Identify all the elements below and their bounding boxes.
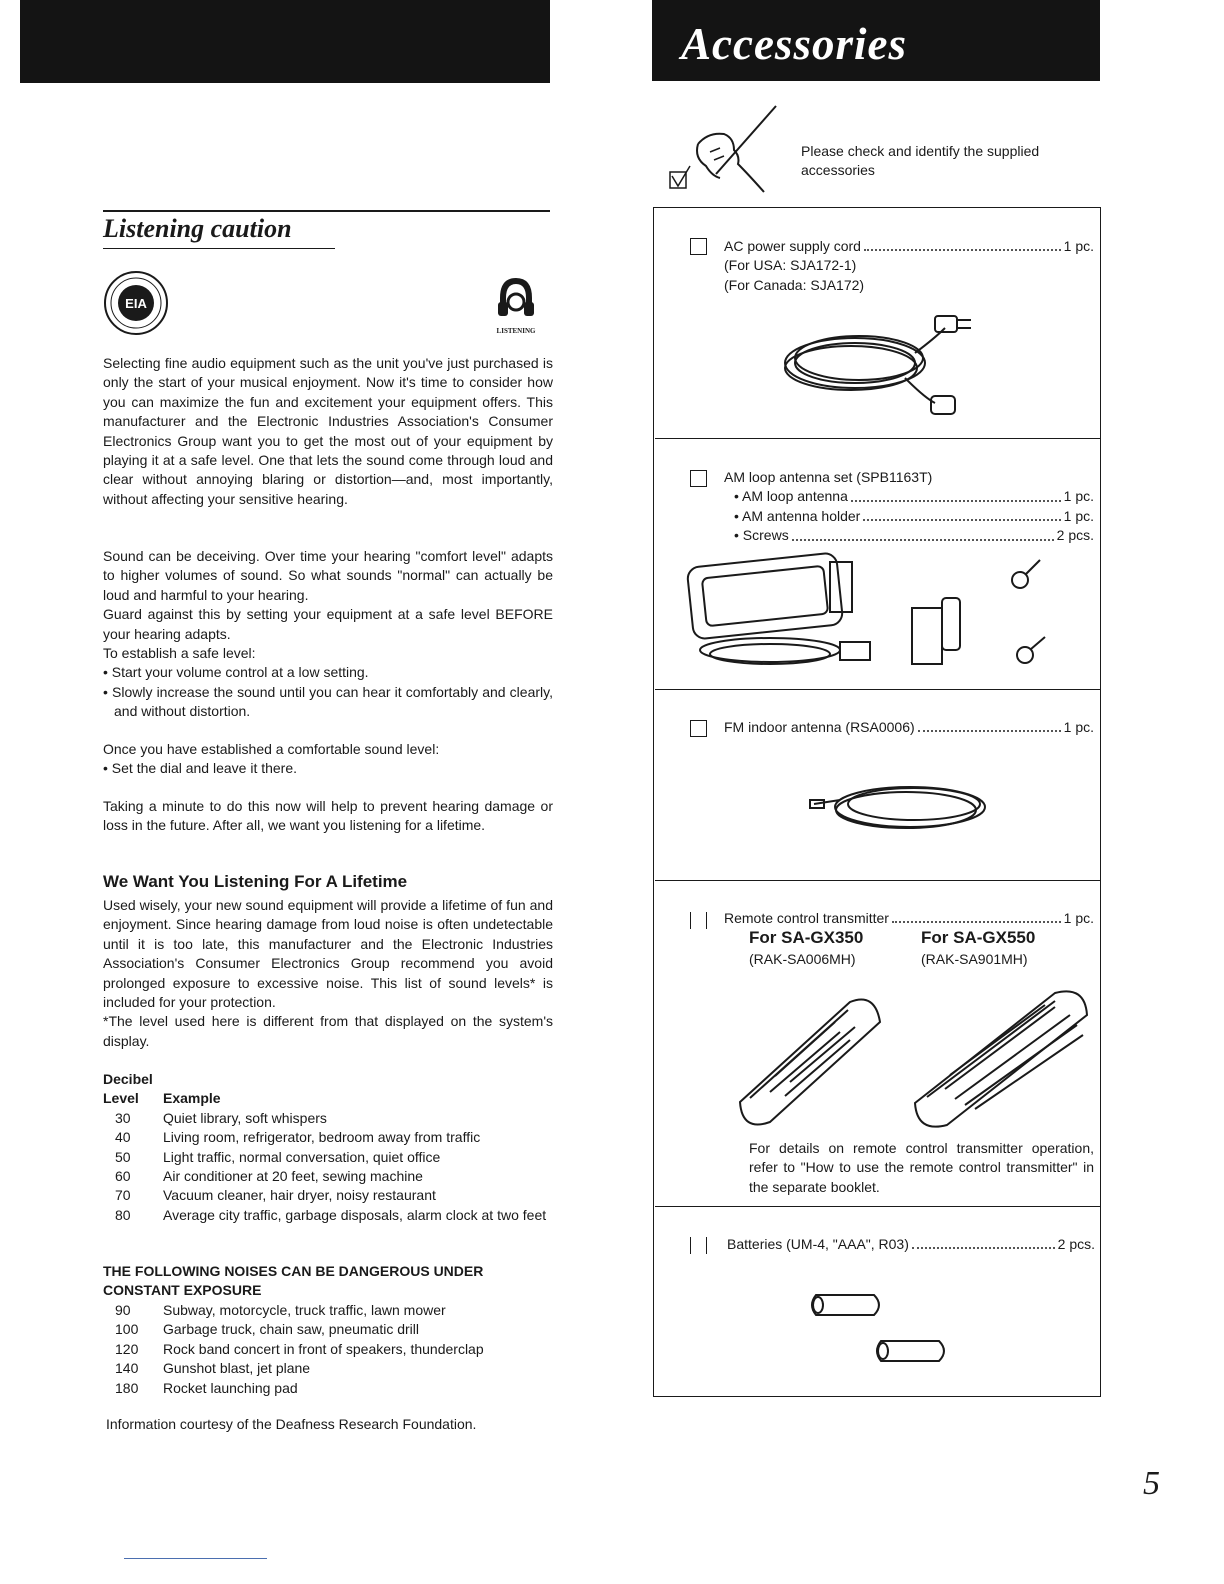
page-number: 5 — [1143, 1465, 1160, 1502]
bullet-increase: • Slowly increase the sound until you can hear it comfortably and clearly, and without distortion. — [103, 683, 553, 720]
decibel-header: Decibel — [103, 1071, 153, 1087]
table-row — [103, 1148, 553, 1167]
level-cell: 100 — [115, 1321, 139, 1338]
ac-cord-label: AC power supply cord — [724, 238, 861, 254]
table-row — [103, 1167, 553, 1186]
lifetime-listening-logo-icon — [494, 276, 538, 338]
remote-label: Remote control transmitter — [724, 910, 889, 926]
am-antenna-illustration-icon — [680, 550, 1080, 680]
ac-cord-qty: 1 pc. — [1063, 238, 1094, 254]
level-cell: 120 — [115, 1340, 139, 1357]
model-b-code: (RAK-SA901MH) — [921, 951, 1028, 967]
remote-a-illustration-icon — [730, 992, 890, 1132]
level-cell: 60 — [115, 1168, 131, 1185]
example-header: Example — [163, 1090, 221, 1107]
fm-antenna-illustration-icon — [810, 772, 990, 842]
table-header-row — [103, 1089, 553, 1108]
used-wisely-paragraph: Used wisely, your new sound equipment will provide a lifetime of fun and enjoyment. Since hearing damage from loud noise is often undetectable until it is too late, this manufacturer and the Electronic Industries Association's Consumer Electronics Group recommend you avoid prolonged exposure to excessive noise. This list of sound levels* is included for your protection. — [103, 897, 553, 1011]
level-header: Level — [103, 1090, 139, 1107]
established-block — [103, 740, 553, 779]
am-holder-label: • AM antenna holder — [734, 507, 861, 524]
level-footnote: *The level used here is different from that displayed on the system's display. — [103, 1013, 553, 1049]
used-wisely-block — [103, 896, 553, 1051]
title-rule — [103, 210, 550, 212]
ac-cord-item — [724, 237, 1094, 295]
batteries-item — [727, 1235, 1095, 1254]
example-cell: Subway, motorcycle, truck traffic, lawn mower — [163, 1302, 446, 1318]
ac-cord-checkbox[interactable] — [690, 238, 707, 255]
example-cell: Rock band concert in front of speakers, thunderclap — [163, 1340, 484, 1357]
am-holder-qty: 1 pc. — [1063, 507, 1094, 524]
table-row — [103, 1359, 553, 1378]
lifetime-logo-text: LISTENING — [496, 327, 536, 335]
listening-caution-title: Listening caution — [103, 214, 292, 243]
example-cell: Air conditioner at 20 feet, sewing machine — [163, 1168, 423, 1185]
level-cell: 180 — [115, 1379, 139, 1396]
model-b-label: For SA-GX550 — [921, 928, 1036, 947]
taking-minute-paragraph: Taking a minute to do this now will help to prevent hearing damage or loss in the future. After all, we want you listening for a lifetime. — [103, 798, 553, 834]
am-loop-item — [724, 468, 1094, 546]
fm-antenna-item — [724, 718, 1094, 737]
comfort-level-block — [103, 547, 553, 722]
am-loop-part-qty: 1 pc. — [1063, 488, 1094, 505]
table-row — [103, 1301, 553, 1320]
fm-antenna-checkbox[interactable] — [690, 720, 707, 737]
bullet-start-low: • Start your volume control at a low setting. — [103, 664, 369, 681]
am-loop-label: AM loop antenna set (SPB1163T) — [724, 469, 933, 485]
example-cell: Rocket launching pad — [163, 1379, 298, 1396]
danger-table — [103, 1301, 553, 1398]
fm-antenna-qty: 1 pc. — [1063, 719, 1094, 735]
eia-seal-icon — [103, 270, 169, 336]
table-row — [103, 1379, 553, 1398]
level-cell: 140 — [115, 1360, 139, 1377]
fm-antenna-label: FM indoor antenna (RSA0006) — [724, 719, 915, 735]
lifetime-subhead: We Want You Listening For A Lifetime — [103, 872, 408, 891]
ac-cord-illustration-icon — [775, 308, 975, 428]
intro-paragraph: Selecting fine audio equipment such as the unit you've just purchased is only the start of your musical enjoyment. Now it's time to consider how you can maximize the fun and excitement your equipment offers. This manufacturer and the Electronic Industries Association's Consumer Electronics Group want you to get the most out of your equipment by playing it at a safe level. One that lets the sound come through loud and clear without annoying blaring or distortion—and, most importantly, without affecting your sensitive hearing. — [103, 355, 553, 507]
screws-label: • Screws — [734, 527, 789, 544]
level-cell: 90 — [115, 1302, 131, 1318]
example-cell: Quiet library, soft whispers — [163, 1109, 327, 1126]
am-loop-checkbox[interactable] — [690, 470, 707, 487]
level-cell: 80 — [115, 1206, 131, 1223]
table-row — [103, 1340, 553, 1359]
section-title: Accessories — [681, 19, 907, 69]
batteries-label: Batteries (UM-4, "AAA", R03) — [727, 1236, 909, 1252]
establish-label: To establish a safe level: — [103, 645, 256, 662]
remote-checkbox[interactable] — [690, 912, 707, 929]
example-cell: Living room, refrigerator, bedroom away from traffic — [163, 1129, 481, 1146]
credit-line: Information courtesy of the Deafness Research Foundation. — [106, 1416, 477, 1432]
level-cell: 30 — [115, 1109, 131, 1126]
established-paragraph: Once you have established a comfortable sound level: — [103, 741, 440, 757]
level-cell: 70 — [115, 1187, 131, 1204]
remote-item — [724, 909, 1094, 928]
table-row — [103, 1128, 553, 1147]
level-cell: 40 — [115, 1129, 131, 1146]
am-loop-part-label: • AM loop antenna — [734, 488, 848, 505]
batteries-qty: 2 pcs. — [1057, 1236, 1095, 1252]
ac-cord-usa: (For USA: SJA172-1) — [724, 257, 857, 274]
check-note: Please check and identify the supplied accessories — [801, 143, 1040, 179]
battery-icon — [808, 1292, 888, 1318]
eia-seal-text: EIA — [125, 296, 147, 311]
remote-qty: 1 pc. — [1063, 910, 1094, 926]
example-cell: Vacuum cleaner, hair dryer, noisy restaurant — [163, 1187, 436, 1204]
battery-icon — [873, 1338, 953, 1364]
title-underline — [103, 248, 335, 249]
divider — [655, 438, 1100, 439]
screws-qty: 2 pcs. — [1056, 527, 1094, 544]
bullet-set-dial: • Set the dial and leave it there. — [103, 760, 298, 777]
remote-b-illustration-icon — [905, 985, 1095, 1133]
remote-note: For details on remote control transmitter operation, refer to "How to use the remote control transmitter" in the separate booklet. — [749, 1140, 1094, 1195]
example-cell: Gunshot blast, jet plane — [163, 1360, 311, 1377]
example-cell: Average city traffic, garbage disposals, alarm clock at two feet — [163, 1206, 547, 1223]
header-bar-left — [20, 0, 550, 83]
table-row — [103, 1186, 553, 1205]
table-row — [103, 1109, 553, 1128]
divider — [655, 880, 1100, 881]
divider — [655, 689, 1100, 690]
hand-checking-icon — [668, 104, 788, 196]
batteries-checkbox[interactable] — [690, 1237, 707, 1254]
decibel-table — [103, 1070, 553, 1225]
model-a-code: (RAK-SA006MH) — [749, 951, 856, 967]
danger-heading: THE FOLLOWING NOISES CAN BE DANGEROUS UNDER CONSTANT EXPOSURE — [103, 1263, 484, 1299]
ac-cord-canada: (For Canada: SJA172) — [724, 276, 865, 293]
bottom-line — [124, 1558, 267, 1559]
guard-paragraph: Guard against this by setting your equipment at a safe level BEFORE your hearing adapts. — [103, 606, 553, 642]
model-a-label: For SA-GX350 — [749, 928, 864, 947]
table-row — [103, 1206, 553, 1225]
divider — [655, 1206, 1100, 1207]
level-cell: 50 — [115, 1148, 131, 1165]
table-row — [103, 1320, 553, 1339]
comfort-paragraph: Sound can be deceiving. Over time your hearing "comfort level" adapts to higher volumes of sound. So what sounds "normal" can actually be loud and harmful to your hearing. — [103, 548, 553, 603]
example-cell: Garbage truck, chain saw, pneumatic drill — [163, 1321, 420, 1338]
example-cell: Light traffic, normal conversation, quiet office — [163, 1148, 441, 1165]
